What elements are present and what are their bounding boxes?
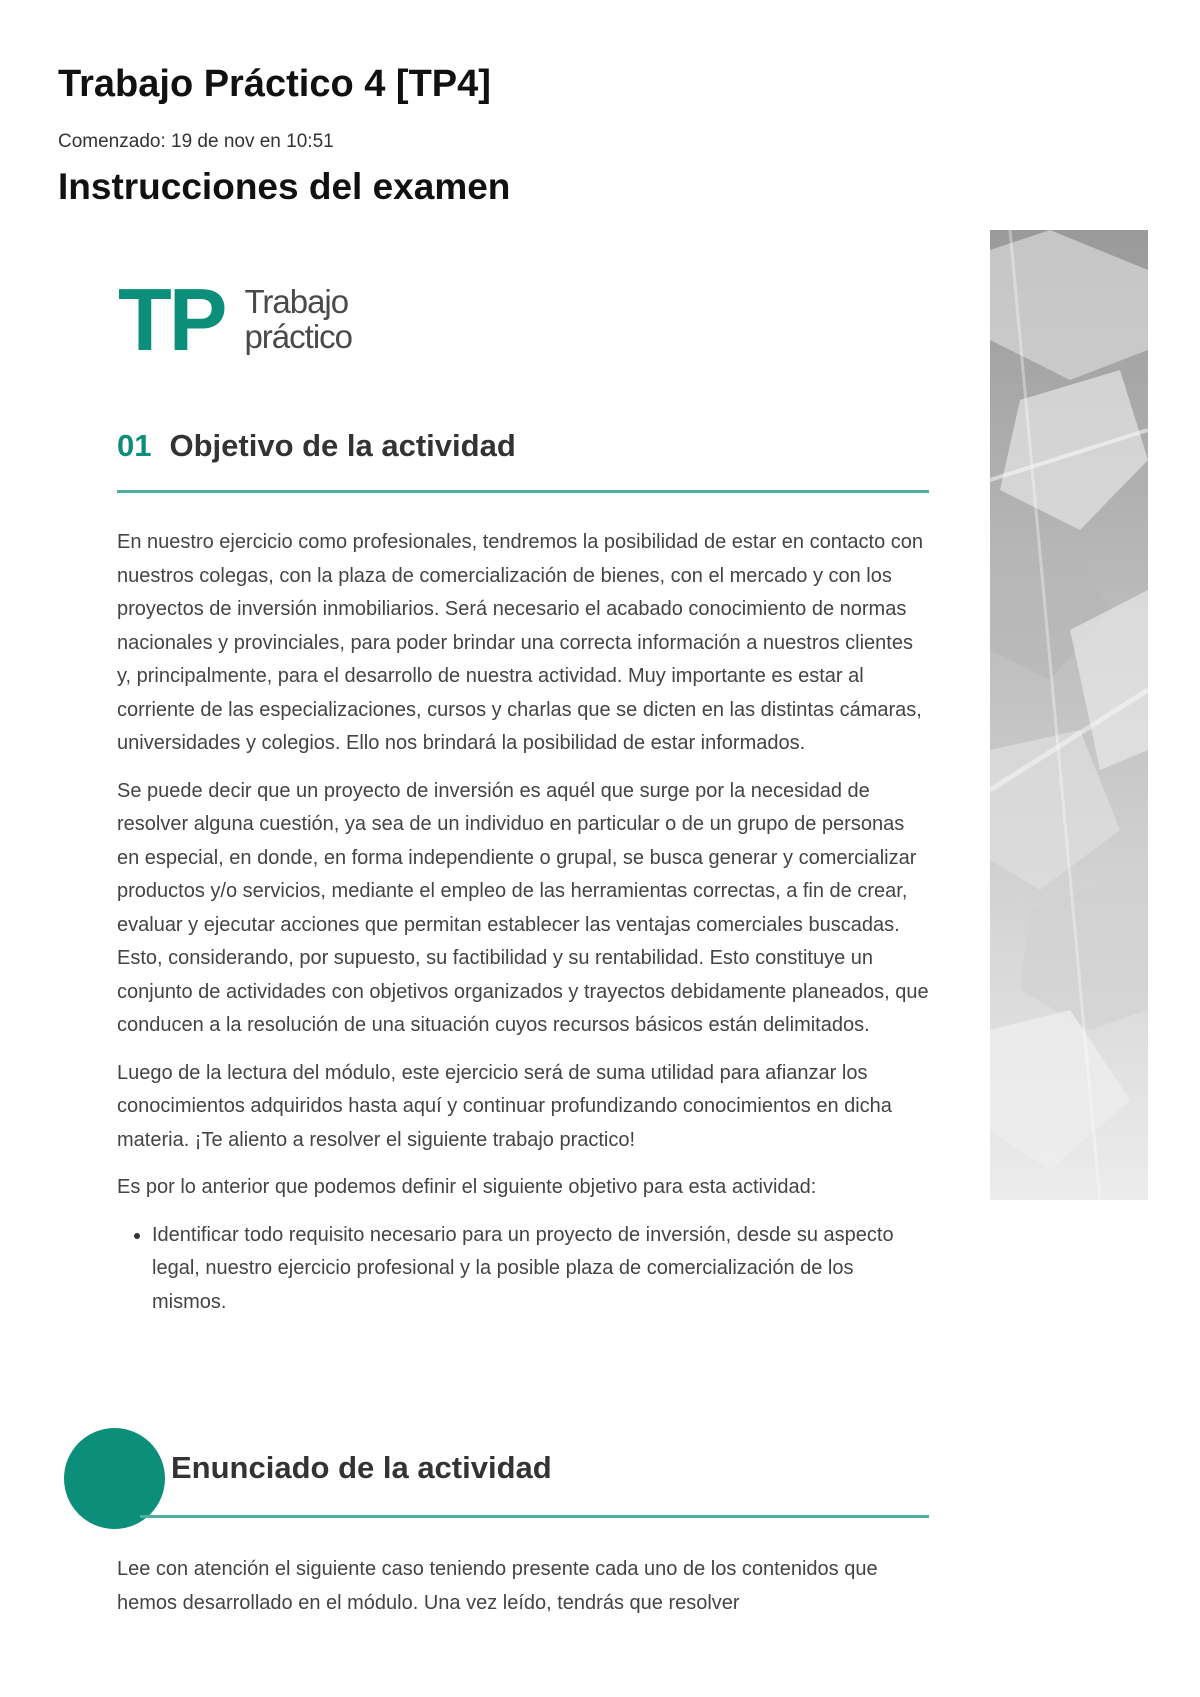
section-2-divider [140,1515,929,1518]
paragraph: En nuestro ejercicio como profesionales, tendremos la posibilidad de estar en contacto con nuestros colegas, con la plaza de comercialización de bienes, con el mercado y con los proyectos de inversión inmobiliarios. Será necesario el acabado conocimiento de normas nacionales y provinciales, para poder brindar una correcta información a nuestros clientes y, principalmente, para el desarrollo de nuestra actividad. Muy importante es estar al corriente de las especializaciones, cursos y charlas que se dicten en las distintas cámaras, universidades y colegios. Ello nos brindará la posibilidad de estar informados. [117,531,924,754]
architecture-photo-icon [990,230,1148,1200]
instructions-title: Instrucciones del examen [58,166,511,207]
paragraph: Lee con atención el siguiente caso teniendo presente cada uno de los contenidos que hemos desarrollado en el módulo. Una vez leído, tendrás que resolver [117,1558,878,1614]
list-item: • Identificar todo requisito necesario para un proyecto de inversión, desde su aspecto legal, nuestro ejercicio profesional y la posible plaza de comercialización de los mismos. [152,1219,929,1320]
logo-letters: TP [118,270,225,369]
paragraph: Luego de la lectura del módulo, este ejercicio será de suma utilidad para afianzar los conocimientos adquiridos hasta aquí y continuar profundizando conocimientos en dicha materia. ¡Te aliento a resolver el siguiente trabajo practico! [117,1061,892,1151]
section-1-heading [117,428,516,464]
logo-words [244,285,352,354]
section-2-body [117,1553,929,1634]
section-2-title: Enunciado de la actividad [171,1450,552,1485]
logo-line-2: práctico [244,318,353,355]
section-1-body [117,526,929,1319]
paragraph: Es por lo anterior que podemos definir el siguiente objetivo para esta actividad: [117,1176,817,1198]
started-timestamp: Comenzado: 19 de nov en 10:51 [58,131,334,152]
section-1-number: 01 [117,428,152,463]
logo-line-1: Trabajo [244,283,349,321]
section-1-divider [117,490,929,493]
decorative-side-image [990,230,1148,1200]
section-2-circle-icon [64,1428,165,1529]
page-title: Trabajo Práctico 4 [TP4] [58,63,491,105]
objective-list [117,1219,929,1320]
section-1-title: Objetivo de la actividad [169,428,516,463]
tp-logo [118,270,353,369]
section-2-heading [171,1450,552,1486]
paragraph: Se puede decir que un proyecto de inversión es aquél que surge por la necesidad de resolver alguna cuestión, ya sea de un individuo en particular o de un grupo de personas en especial, en donde, en forma independiente o grupal, se busca generar y comercializar productos y/o servicios, mediante el empleo de las herramientas correctas, a fin de crear, evaluar y ejecutar acciones que permitan establecer las ventajas comerciales buscadas. Esto, considerando, por supuesto, su factibilidad y su rentabilidad. Esto constituye un conjunto de actividades con objetivos organizados y trayectos debidamente planeados, que conducen a la resolución de una situación cuyos recursos básicos están delimitados. [117,779,929,1036]
